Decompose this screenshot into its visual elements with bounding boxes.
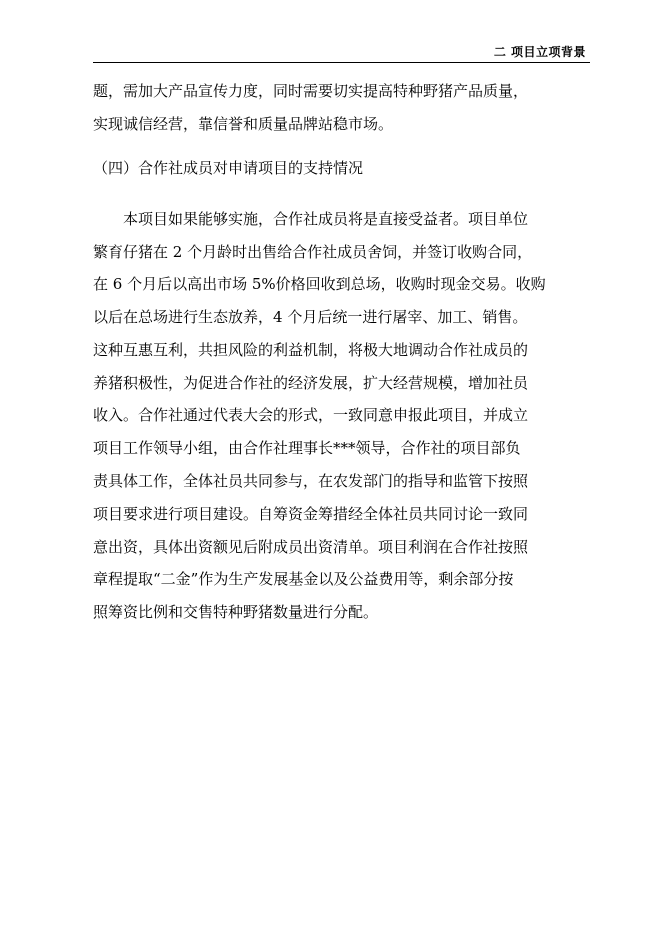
header-title: 二 项目立项背景 [493,45,586,59]
paragraph-line: 繁育仔猪在 2 个月龄时出售给合作社成员舍饲，并签订收购合同， [93,243,533,261]
paragraph-line: 收入。合作社通过代表大会的形式，一致同意申报此项目，并成立 [93,406,529,424]
page-header [93,40,590,63]
section-heading: （四）合作社成员对申请项目的支持情况 [93,159,364,177]
paragraph-line: 本项目如果能够实施，合作社成员将是直接受益者。项目单位 [123,210,529,228]
paragraph-line: 项目要求进行项目建设。自筹资金筹措经全体社员共同讨论一致同 [93,505,529,523]
paragraph-line: 以后在总场进行生态放养，4 个月后统一进行屠宰、加工、销售。 [93,308,528,326]
paragraph-line: 意出资，具体出资额见后附成员出资清单。项目利润在合作社按照 [93,538,529,556]
paragraph-line: 在 6 个月后以高出市场 5%价格回收到总场，收购时现金交易。收购 [93,275,546,293]
paragraph-line: 养猪积极性，为促进合作社的经济发展，扩大经营规模，增加社员 [93,374,529,392]
paragraph-line: 项目工作领导小组，由合作社理事长***领导，合作社的项目部负 [93,439,521,457]
paragraph-line: 责具体工作，全体社员共同参与，在农发部门的指导和监管下按照 [93,472,529,490]
paragraph-line: 照筹资比例和交售特种野猪数量进行分配。 [93,603,379,621]
paragraph-line: 章程提取“二金”作为生产发展基金以及公益费用等，剩余部分按 [93,570,514,588]
paragraph-line: 这种互惠互利，共担风险的利益机制，将极大地调动合作社成员的 [93,341,529,359]
intro-line: 实现诚信经营，靠信誉和质量品牌站稳市场。 [93,115,394,133]
intro-line: 题，需加大产品宣传力度，同时需要切实提高特种野猪产品质量， [93,82,529,100]
